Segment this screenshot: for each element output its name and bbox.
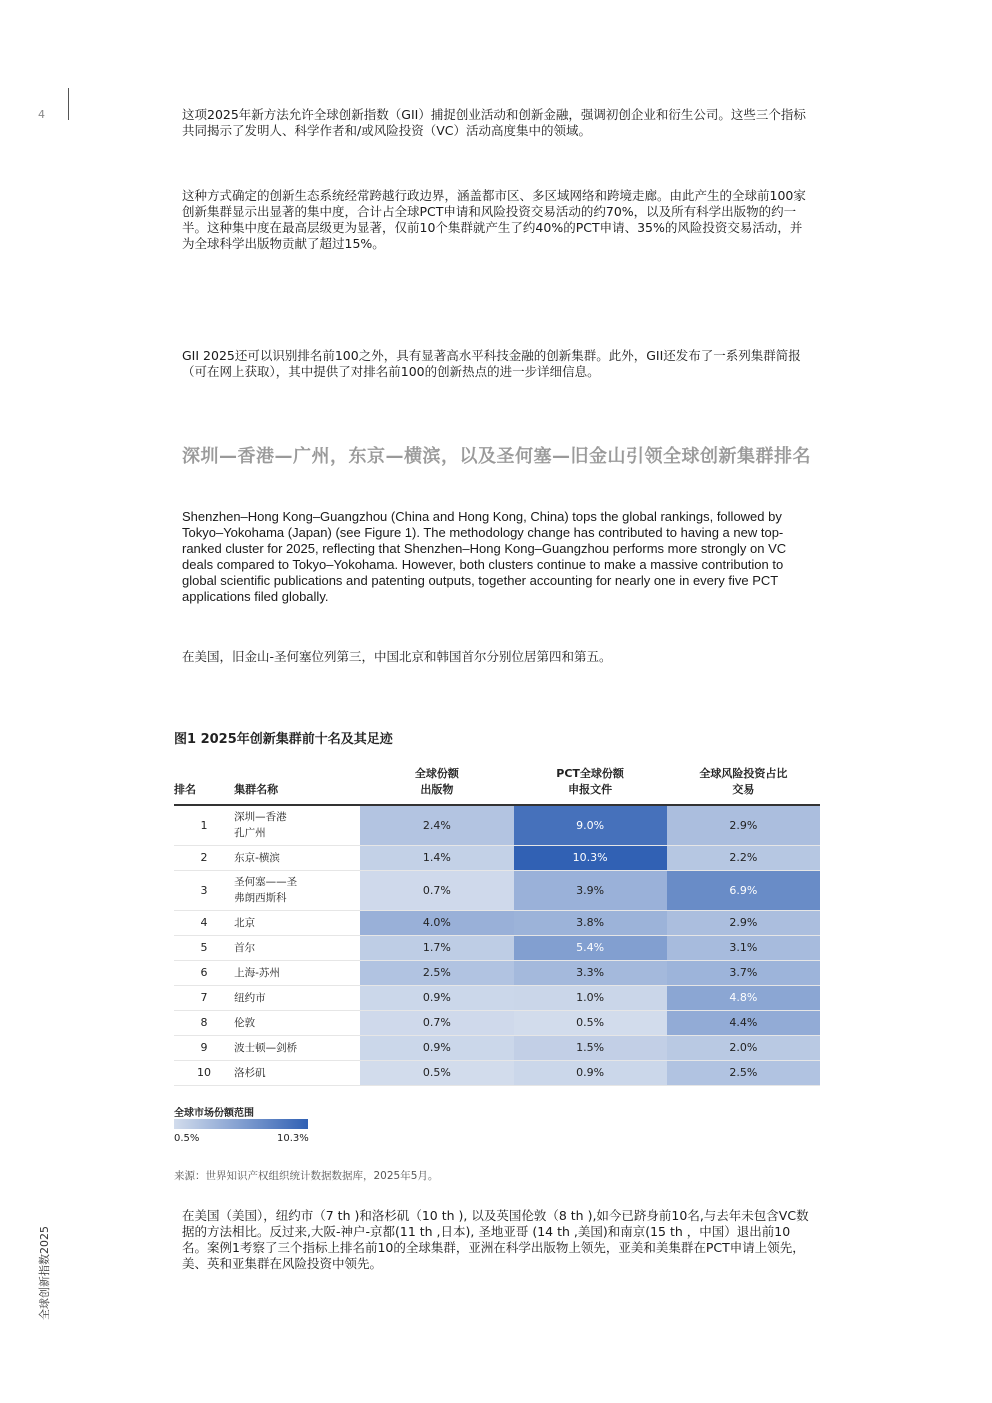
paragraph-2: 这种方式确定的创新生态系统经常跨越行政边界，涵盖都市区、多区域网络和跨境走廊。由此产生的全球前100家创新集群显示出显著的集中度，合计占全球PCT申请和风险投资交易活动的约70%，以及所有科学出版物的约一半。这种集中度在最高层级更为显著，仅前10个集群就产生了约40%的PCT申请、35%的风险投资交易活动，并为全球科学出版物贡献了超过15%。 <box>182 188 806 251</box>
header-cluster-name: 集群名称 <box>234 783 279 796</box>
table-row <box>174 845 820 870</box>
vc-share-cell: 4.8% <box>667 985 820 1010</box>
paragraph-4-english: Shenzhen–Hong Kong–Guangzhou (China and Hong Kong, China) tops the global rankings, followed by Tokyo–Yokohama (Japan) (see Figure 1). The methodology change has contributed to having a new top-ranked cluster for 2025, reflecting that Shenzhen–Hong Kong–Guangzhou performs more strongly on VC deals compared to Tokyo–Yokohama. However, both clusters continue to make a massive contribution to global scientific publications and patenting outputs, together accounting for nearly one in every five PCT applications filed globally. <box>182 509 787 604</box>
figure-source: 来源：世界知识产权组织统计数据数据库，2025年5月。 <box>174 1170 439 1182</box>
publications-share-cell: 2.5% <box>360 960 513 985</box>
vc-share-cell: 2.5% <box>667 1060 820 1085</box>
rank-cell: 9 <box>200 1041 208 1054</box>
rank-cell: 1 <box>200 818 208 832</box>
legend-min-label: 0.5% <box>174 1133 200 1144</box>
legend-max-label: 10.3% <box>277 1133 309 1144</box>
header-pct <box>514 764 667 805</box>
cluster-name-cell <box>234 985 360 1010</box>
table-row <box>174 870 820 910</box>
cluster-name-line1: 东京-横滨 <box>234 851 280 864</box>
rank-cell: 10 <box>197 1066 212 1079</box>
header-pct-line2: 申报文件 <box>568 783 613 796</box>
pct-share-cell: 10.3% <box>514 845 667 870</box>
vc-share-cell: 2.0% <box>667 1035 820 1060</box>
page-divider <box>68 88 69 120</box>
pct-share-cell: 3.8% <box>514 910 667 935</box>
table-row <box>174 1060 820 1085</box>
cluster-name-line2: 弗朗西斯科 <box>234 892 287 904</box>
header-publications <box>360 764 513 805</box>
publications-share-cell: 0.9% <box>360 1035 513 1060</box>
pct-share-cell: 9.0% <box>514 805 667 845</box>
cluster-name-line1: 纽约市 <box>234 991 266 1004</box>
cluster-name-line1: 伦敦 <box>234 1016 256 1029</box>
paragraph-6: 在美国（美国），纽约市（7 th )和洛杉矶（10 th ), 以及英国伦敦（8 th ),如今已跻身前10名,与去年未包含VC数据的方法相比。反过来,大阪-神户-京都(11 th ,日本), 圣地亚哥 (14 th ,美国)和南京(15 th ，中国）退出前10名。案例1考察了三个指标上排名前10的全球集群，亚洲在科学出版物上领先，亚美和美集群在PCT申请上领先，美、英和亚集群在风险投资中领先。 <box>182 1208 809 1271</box>
legend-title: 全球市场份额范围 <box>174 1108 254 1119</box>
header-publications-line1: 全球份额 <box>414 767 459 780</box>
vc-share-cell: 6.9% <box>667 870 820 910</box>
cluster-name-cell <box>234 845 360 870</box>
vc-share-cell: 3.1% <box>667 935 820 960</box>
rank-cell: 5 <box>200 941 208 954</box>
table-row <box>174 1035 820 1060</box>
table-row <box>174 935 820 960</box>
header-pct-line1: PCT全球份额 <box>556 767 624 780</box>
pct-share-cell: 3.3% <box>514 960 667 985</box>
publications-share-cell: 1.7% <box>360 935 513 960</box>
pct-share-cell: 1.0% <box>514 985 667 1010</box>
pct-share-cell: 0.9% <box>514 1060 667 1085</box>
cluster-name-cell <box>234 935 360 960</box>
cluster-name-cell <box>234 870 360 910</box>
table-row <box>174 805 820 845</box>
cluster-name-line1: 深圳—香港 <box>234 811 287 824</box>
vc-share-cell: 2.9% <box>667 910 820 935</box>
header-vc-line1: 全球风险投资占比 <box>699 767 788 780</box>
publications-share-cell: 0.9% <box>360 985 513 1010</box>
header-rank: 排名 <box>174 783 196 796</box>
rank-cell: 8 <box>200 1016 208 1029</box>
legend-gradient-bar <box>174 1119 308 1129</box>
header-vc <box>667 764 820 805</box>
cluster-name-line1: 波士顿—剑桥 <box>234 1041 298 1054</box>
vc-share-cell: 3.7% <box>667 960 820 985</box>
cluster-name-line1: 上海-苏州 <box>234 966 280 979</box>
cluster-name-line1: 北京 <box>234 916 256 929</box>
publications-share-cell: 2.4% <box>360 805 513 845</box>
publications-share-cell: 0.7% <box>360 870 513 910</box>
rank-cell: 7 <box>200 991 208 1004</box>
vc-share-cell: 4.4% <box>667 1010 820 1035</box>
cluster-name-cell <box>234 1060 360 1085</box>
publications-share-cell: 0.5% <box>360 1060 513 1085</box>
paragraph-5: 在美国，旧金山-圣何塞位列第三，中国北京和韩国首尔分别位居第四和第五。 <box>182 649 612 664</box>
vc-share-cell: 2.9% <box>667 805 820 845</box>
cluster-name-cell <box>234 910 360 935</box>
publications-share-cell: 4.0% <box>360 910 513 935</box>
section-heading: 深圳—香港—广州，东京—横滨，以及圣何塞—旧金山引领全球创新集群排名 <box>182 446 811 467</box>
figure-title: 图1 2025年创新集群前十名及其足迹 <box>174 732 393 747</box>
vc-share-cell: 2.2% <box>667 845 820 870</box>
cluster-name-cell <box>234 1035 360 1060</box>
table-row <box>174 985 820 1010</box>
side-label: 全球创新指数2025 <box>38 1226 51 1320</box>
cluster-name-cell <box>234 1010 360 1035</box>
table-row <box>174 1010 820 1035</box>
cluster-name-cell <box>234 960 360 985</box>
publications-share-cell: 1.4% <box>360 845 513 870</box>
pct-share-cell: 0.5% <box>514 1010 667 1035</box>
pct-share-cell: 1.5% <box>514 1035 667 1060</box>
header-publications-line2: 出版物 <box>420 783 454 796</box>
cluster-name-line1: 首尔 <box>234 941 256 954</box>
table-header-row <box>174 764 820 805</box>
rank-cell: 2 <box>200 851 208 864</box>
publications-share-cell: 0.7% <box>360 1010 513 1035</box>
cluster-table <box>174 764 820 1086</box>
paragraph-3: GII 2025还可以识别排名前100之外，具有显著高水平科技金融的创新集群。此外，GII还发布了一系列集群简报（可在网上获取），其中提供了对排名前100的创新热点的进一步详细信息。 <box>182 348 801 379</box>
cluster-name-line1: 洛杉矶 <box>234 1066 266 1079</box>
header-vc-line2: 交易 <box>732 783 755 796</box>
rank-cell: 3 <box>200 883 208 897</box>
table-row <box>174 910 820 935</box>
table-row <box>174 960 820 985</box>
cluster-name-line2: 孔广州 <box>234 827 266 840</box>
cluster-name-cell <box>234 805 360 845</box>
pct-share-cell: 5.4% <box>514 935 667 960</box>
rank-cell: 4 <box>200 916 208 929</box>
cluster-name-line1: 圣何塞——圣 <box>234 876 298 888</box>
rank-cell: 6 <box>200 966 208 979</box>
pct-share-cell: 3.9% <box>514 870 667 910</box>
page-number: 4 <box>38 108 45 121</box>
paragraph-1: 这项2025年新方法允许全球创新指数（GII）捕捉创业活动和创新金融，强调初创企业和衍生公司。这些三个指标共同揭示了发明人、科学作者和/或风险投资（VC）活动高度集中的领域。 <box>182 107 806 138</box>
